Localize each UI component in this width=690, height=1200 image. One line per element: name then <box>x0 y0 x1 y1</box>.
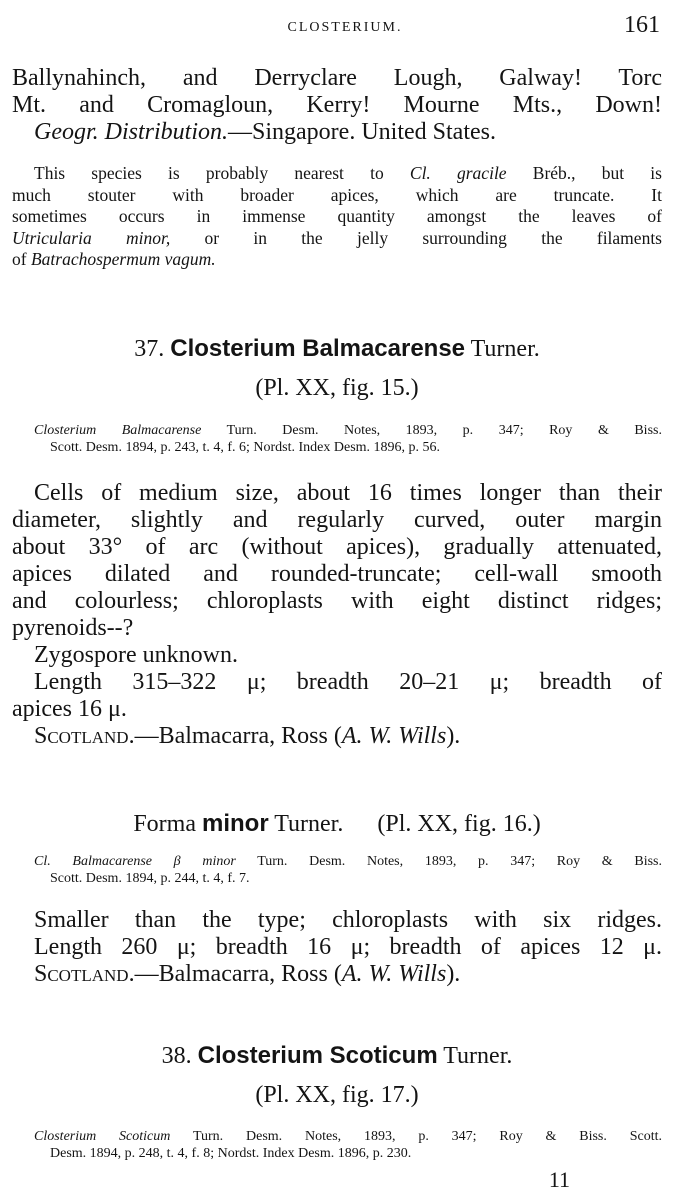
intro-localities <box>12 65 662 146</box>
distribution-line <box>12 119 662 146</box>
note-line: This species is probably nearest to Cl. gracile Bréb., but is <box>34 163 662 183</box>
note-line: sometimes occurs in immense quantity amongst the leaves of <box>12 206 662 226</box>
distribution-text: —Singapore. United States. <box>228 119 496 145</box>
note-line: much stouter with broader apices, which are truncate. It <box>12 184 662 205</box>
page-number: 161 <box>624 12 660 38</box>
distribution-label: Geogr. Distribution. <box>34 119 229 145</box>
citation-line: Closterium Scoticum Turn. Desm. Notes, 1893, p. 347; Roy & Biss. Scott. <box>34 1129 662 1144</box>
citation-line: Closterium Balmacarense Turn. Desm. Notes, 1893, p. 347; Roy & Biss. <box>34 423 662 438</box>
species-name: Closterium Balmacarense <box>170 335 466 362</box>
citation-37 <box>12 422 662 456</box>
species-author: Turner. <box>470 336 540 362</box>
measurement-line: apices 16 μ. <box>12 696 127 722</box>
plate-ref-38: (Pl. XX, fig. 17.) <box>255 1082 419 1108</box>
zygospore-line: Zygospore unknown. <box>34 642 238 668</box>
desc-line: Cells of medium size, about 16 times longer than their <box>34 480 662 506</box>
desc-line: about 33° of arc (without apices), gradually attenuated, <box>12 534 662 560</box>
species-number: 37. <box>134 336 165 362</box>
desc-line: diameter, slightly and regularly curved, outer margin <box>12 507 662 533</box>
citation-line: Cl. Balmacarense β minor Turn. Desm. Notes, 1893, p. 347; Roy & Biss. <box>34 854 662 869</box>
forma-heading: Forma minor Turner. (Pl. XX, fig. 16.) <box>133 810 541 837</box>
intro-line: Mt. and Cromagloun, Kerry! Mourne Mts., Down! <box>12 92 662 118</box>
desc-line: and colourless; chloroplasts with eight distinct ridges; <box>12 588 662 614</box>
locality-line: Scotland.—Balmacarra, Ross (A. W. Wills). <box>34 961 461 987</box>
note-line: of Batrachospermum vagum. <box>12 249 216 269</box>
desc-line: pyrenoids--? <box>12 615 134 641</box>
desc-line: apices dilated and rounded-truncate; cell-wall smooth <box>12 561 662 587</box>
citation-line: Desm. 1894, p. 248, t. 4, f. 8; Nordst. Index Desm. 1896, p. 230. <box>50 1146 412 1161</box>
species-author: Turner. <box>443 1043 513 1069</box>
plate-ref-forma: (Pl. XX, fig. 16.) <box>377 811 541 837</box>
citation-line: Scott. Desm. 1894, p. 243, t. 4, f. 6; Nordst. Index Desm. 1896, p. 56. <box>50 440 441 455</box>
species-name: Closterium Scoticum <box>197 1042 438 1069</box>
running-head <box>0 12 690 42</box>
citation-line: Scott. Desm. 1894, p. 244, t. 4, f. 7. <box>50 871 250 886</box>
desc-line: Smaller than the type; chloroplasts with six ridges. <box>34 907 662 933</box>
description-forma <box>12 907 662 988</box>
species-heading-38 <box>12 1042 662 1070</box>
measurement-line: Length 315–322 μ; breadth 20–21 μ; breadth of <box>34 669 662 695</box>
species-number: 38. <box>161 1043 192 1069</box>
description-37 <box>12 480 662 750</box>
citation-forma <box>12 853 662 887</box>
plate-ref-37: (Pl. XX, fig. 15.) <box>255 375 419 401</box>
running-title: CLOSTERIUM. <box>287 20 403 35</box>
intro-note <box>12 163 662 271</box>
citation-38 <box>12 1128 662 1162</box>
forma-name: minor <box>201 810 269 837</box>
species-heading-37 <box>12 335 662 363</box>
measurement-line: Length 260 μ; breadth 16 μ; breadth of apices 12 μ. <box>34 934 662 960</box>
note-line: Utricularia minor, or in the jelly surrounding the filaments <box>12 227 662 248</box>
intro-line: Ballynahinch, and Derryclare Lough, Galway! Torc <box>12 65 662 91</box>
signature-mark: 11 <box>548 1167 570 1192</box>
locality-line: Scotland.—Balmacarra, Ross (A. W. Wills). <box>34 723 461 749</box>
